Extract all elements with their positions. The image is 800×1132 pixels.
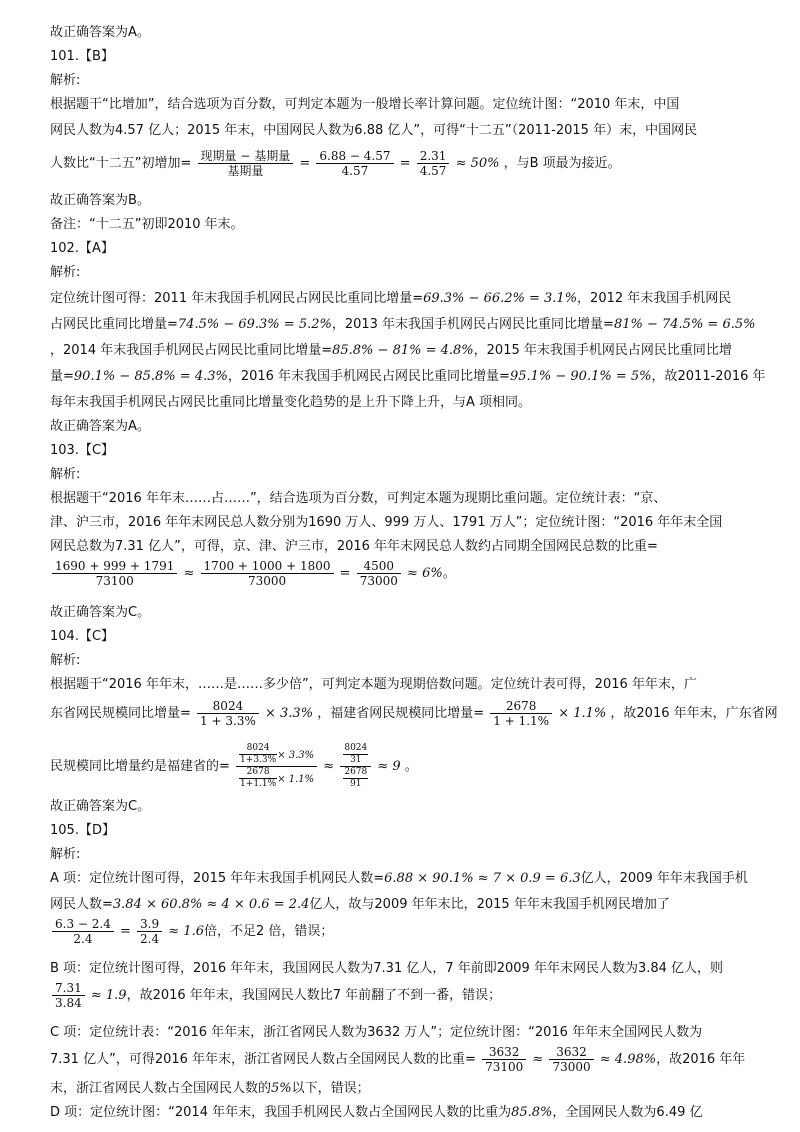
text-span: 量= [50, 369, 74, 384]
answer-line: 故正确答案为B。 [50, 193, 150, 208]
formula-line [50, 370, 766, 383]
numerator [340, 744, 371, 767]
numerator: 8024 [197, 700, 259, 714]
math-span: 3.84 × 60.8% ≈ 4 × 0.6 = 2.4 [112, 897, 310, 912]
formula-line [50, 1106, 703, 1119]
analysis-label: 解析: [50, 265, 81, 280]
math-span: 69.3% − 66.2% = 3.1% [423, 291, 578, 306]
question-header: 103.【C】 [50, 443, 115, 458]
note-line: 备注：“十二五”初即2010 年末。 [50, 217, 244, 232]
text-span: D 项：定位统计图：“2014 年年末，我国手机网民人数占全国网民人数的比重为 [50, 1105, 512, 1120]
denominator: 73000 [359, 574, 398, 588]
answer-line: 故正确答案为A。 [50, 419, 150, 434]
fraction [198, 150, 294, 177]
text-line: 网民人数为4.57 亿人；2015 年末，中国网民人数为6.88 亿人”，可得“十二五”（2011-2015 年）末，中国网民 [50, 123, 698, 138]
math-span: 95.1% − 90.1% = 5% [509, 369, 652, 384]
numerator: 4500 [357, 560, 401, 574]
denominator: 91 [350, 779, 362, 789]
fraction [490, 700, 552, 727]
math-span: 74.5% − 69.3% = 5.2% [177, 317, 332, 332]
numerator: 3632 [482, 1046, 526, 1060]
text-span: ，福建省网民规模同比增量= [317, 706, 485, 721]
text-span: 末，浙江省网民人数占全国网民人数的 [50, 1081, 272, 1096]
text-span: A 项：定位统计图可得，2015 年年末我国手机网民人数= [50, 871, 385, 886]
answer-line: 故正确答案为C。 [50, 799, 151, 814]
text-span: 网民人数= [50, 897, 113, 912]
math-span: 85.8% − 81% = 4.8% [332, 343, 474, 358]
text-span: ，2016 年末我国手机网民占网民比重同比增量= [227, 369, 510, 384]
denominator [236, 767, 317, 789]
denominator: 2.4 [73, 932, 93, 946]
formula-line [50, 1082, 370, 1095]
formula-line [50, 150, 621, 177]
math-span: ≈ [323, 759, 335, 774]
text-line: 网民总数为7.31 亿人”，可得，京、津、沪三市，2016 年年末网民总人数约占同期全国网民总数的比重= [50, 539, 658, 554]
fraction [343, 768, 368, 789]
math-span: ≈ 1.9 [90, 988, 127, 1003]
text-line: 根据题干“比增加”，结合选项为百分数，可判定本题为一般增长率计算问题。定位统计图：“2010 年末，中国 [50, 97, 680, 112]
denominator: 1 + 1.1% [493, 714, 550, 728]
numerator: 8024 [344, 743, 368, 753]
answer-line: 故正确答案为A。 [50, 25, 150, 40]
text-span: 。 [442, 566, 456, 581]
fraction [239, 768, 277, 789]
text-span: 民规模同比增量约是福建省的= [50, 759, 230, 774]
denominator: 73100 [95, 574, 134, 588]
math-span: × 3.3% [277, 750, 315, 761]
formula-line [50, 898, 670, 911]
fraction [417, 150, 450, 177]
denominator: 3.84 [55, 996, 82, 1010]
text-span: ，2015 年末我国手机网民占网民比重同比增 [473, 343, 732, 358]
text-span: ，故2016 年年 [656, 1052, 746, 1067]
numerator: 1700 + 1000 + 1800 [201, 560, 334, 574]
text-line: 每年末我国手机网民占网民比重同比增量变化趋势的是上升下降上升，与A 项相同。 [50, 395, 532, 410]
math-span: 85.8% [511, 1105, 553, 1120]
text-span: 亿人，2009 年年末我国手机 [580, 871, 748, 886]
text-span: ，2013 年末我国手机网民占网民比重同比增量= [331, 317, 614, 332]
text-span: 以下，错误； [291, 1081, 370, 1096]
math-span: 5% [271, 1081, 292, 1096]
text-span: 7.31 亿人”，可得2016 年年末，浙江省网民人数占全国网民人数的比重= [50, 1052, 476, 1067]
text-span: 。 [404, 759, 418, 774]
denominator: 基期量 [227, 164, 264, 178]
text-span: ，故2016 年年末，广东省网 [610, 706, 778, 721]
text-span: 亿人，故与2009 年年末比，2015 年年末我国手机网民增加了 [309, 897, 670, 912]
text-line: B 项：定位统计图可得，2016 年年末，我国网民人数为7.31 亿人，7 年前即2009 年年末网民人数为3.84 亿人，则 [50, 961, 724, 976]
formula-line [50, 560, 456, 587]
numerator: 6.3 − 2.4 [52, 918, 114, 932]
fraction [197, 700, 259, 727]
math-span: = [399, 156, 411, 171]
analysis-label: 解析: [50, 73, 81, 88]
fraction [357, 560, 401, 587]
question-header: 105.【D】 [50, 823, 115, 838]
formula-line [50, 318, 756, 331]
text-span: 定位统计图可得：2011 年末我国手机网民占网民比重同比增量= [50, 291, 424, 306]
analysis-label: 解析: [50, 467, 81, 482]
formula-line [50, 982, 501, 1009]
denominator: 4.57 [419, 164, 447, 178]
denominator: 2.4 [140, 932, 160, 946]
denominator: 73100 [485, 1060, 524, 1074]
fraction [52, 560, 177, 587]
math-span: ≈ 50% [455, 156, 500, 171]
fraction [343, 744, 368, 765]
math-span: ≈ 1.6 [168, 924, 204, 939]
formula-line [50, 1046, 745, 1073]
denominator: 73000 [247, 574, 287, 588]
formula-line [50, 344, 732, 357]
text-span: 东省网民规模同比增量= [50, 706, 191, 721]
fraction [316, 150, 393, 177]
numerator: 3.9 [137, 918, 162, 932]
text-span: ，故2016 年年末，我国网民人数比7 年前翻了不到一番，错误； [126, 988, 502, 1003]
denominator [340, 767, 371, 789]
question-header: 104.【C】 [50, 629, 115, 644]
math-span: ≈ 9 [377, 759, 401, 774]
math-span: × 1.1% [277, 774, 315, 785]
math-span: 90.1% − 85.8% = 4.3% [73, 369, 228, 384]
numerator: 2678 [239, 768, 277, 779]
question-header: 102.【A】 [50, 241, 114, 256]
math-span: ≈ [183, 566, 195, 581]
math-span: ≈ 4.98% [599, 1052, 657, 1067]
numerator: 6.88 − 4.57 [316, 150, 393, 164]
numerator: 1690 + 999 + 1791 [52, 560, 177, 574]
math-span: ≈ 6% [407, 566, 443, 581]
text-span: 占网民比重同比增量= [50, 317, 178, 332]
text-line: 津、沪三市，2016 年年末网民总人数分别为1690 万人、999 万人、1791 万人”；定位统计图：“2016 年年末全国 [50, 515, 723, 530]
text-line: 根据题干“2016 年年末，……是……多少倍”，可判定本题为现期倍数问题。定位统计表可得，2016 年年末，广 [50, 677, 697, 692]
text-span: ，全国网民人数为6.49 亿 [552, 1105, 703, 1120]
denominator: 4.57 [341, 164, 369, 178]
numerator: 2678 [490, 700, 552, 714]
math-span: ≈ [532, 1052, 544, 1067]
denominator: 1+3.3% [240, 755, 277, 765]
text-line: C 项：定位统计表：“2016 年年末，浙江省网民人数为3632 万人”；定位统计图：“2016 年年末全国网民人数为 [50, 1025, 703, 1040]
numerator [236, 744, 317, 767]
denominator: 73000 [552, 1060, 591, 1074]
denominator: 1 + 3.3% [200, 714, 256, 728]
numerator: 2678 [344, 767, 368, 777]
fraction [137, 918, 162, 945]
analysis-label: 解析: [50, 847, 81, 862]
formula-line [50, 918, 333, 945]
math-span: 6.88 × 90.1% ≈ 7 × 0.9 = 6.3 [384, 871, 581, 886]
math-span: × 3.3% [265, 706, 314, 721]
formula-line [50, 744, 418, 789]
numerator: 现期量 − 基期量 [198, 150, 294, 164]
fraction [482, 1046, 526, 1073]
formula-line [50, 292, 731, 305]
math-span: = [120, 924, 131, 939]
fraction [239, 744, 277, 765]
fraction [52, 982, 85, 1009]
math-span: × 1.1% [558, 706, 607, 721]
text-span: ，故2011-2016 年 [651, 369, 766, 384]
math-span: 81% − 74.5% = 6.5% [613, 317, 756, 332]
text-line: 根据题干“2016 年年末……占……”，结合选项为百分数，可判定本题为现期比重问题。定位统计表：“京、 [50, 491, 667, 506]
question-header: 101.【B】 [50, 49, 114, 64]
fraction [549, 1046, 593, 1073]
numerator: 3632 [549, 1046, 593, 1060]
compound-fraction [236, 744, 317, 789]
text-span: ，2012 年末我国手机网民 [577, 291, 732, 306]
denominator: 1+1.1% [240, 779, 277, 789]
numerator: 7.31 [52, 982, 85, 996]
denominator: 31 [350, 755, 362, 765]
text-span: ，与B 项最为接近。 [503, 156, 621, 171]
fraction [52, 918, 114, 945]
numerator: 2.31 [417, 150, 450, 164]
answer-line: 故正确答案为C。 [50, 605, 151, 620]
math-span: = [339, 566, 351, 581]
text-span: ，2014 年末我国手机网民占网民比重同比增量= [50, 343, 333, 358]
formula-line [50, 872, 748, 885]
compound-fraction [340, 744, 371, 789]
analysis-label: 解析: [50, 653, 81, 668]
math-span: = [299, 156, 311, 171]
text-span: 人数比“十二五”初增加= [50, 156, 192, 171]
text-span: 倍，不足2 倍，错误； [203, 924, 334, 939]
numerator: 8024 [239, 744, 277, 755]
fraction [201, 560, 334, 587]
formula-line [50, 700, 778, 727]
